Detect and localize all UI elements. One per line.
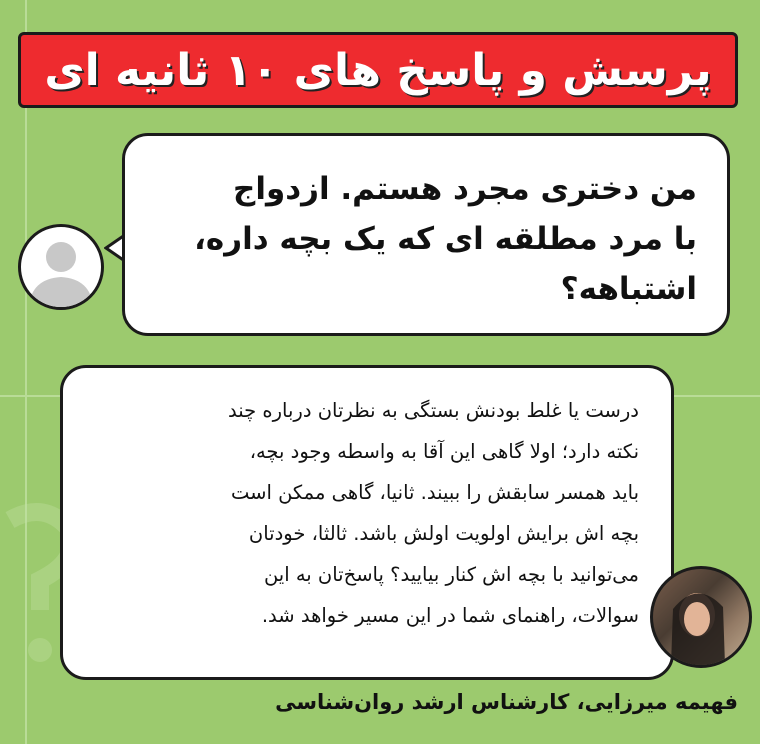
answer-line: نکته دارد؛ اولا گاهی این آقا به واسطه وجود بچه،	[249, 440, 639, 463]
answer-line: می‌توانید با بچه اش کنار بیایید؟ پاسخ‌تان به این	[263, 563, 639, 586]
question-avatar	[18, 224, 104, 310]
question-line: اشتباهه؟	[560, 271, 697, 307]
answer-text	[95, 390, 639, 636]
author-credit: فهیمه میرزایی، کارشناس ارشد روان‌شناسی	[275, 690, 738, 714]
user-silhouette-icon	[21, 227, 101, 307]
question-line: من دختری مجرد هستم. ازدواج	[233, 171, 697, 207]
answer-bubble	[60, 365, 674, 680]
answer-line: باید همسر سابقش را ببیند. ثانیا، گاهی ممکن است	[230, 481, 639, 504]
question-bubble	[122, 133, 730, 336]
question-text	[155, 164, 697, 314]
answer-line: درست یا غلط بودنش بستگی به نظرتان درباره چند	[228, 399, 639, 422]
title-banner	[18, 32, 738, 108]
expert-portrait-icon	[653, 569, 749, 665]
answer-line: سوالات، راهنمای شما در این مسیر خواهد شد.	[261, 604, 639, 627]
question-line: با مرد مطلقه ای که یک بچه داره،	[194, 221, 697, 257]
page-title: پرسش و پاسخ های ۱۰ ثانیه ای	[44, 44, 712, 96]
expert-avatar	[650, 566, 752, 668]
answer-line: بچه اش برایش اولویت اولش باشد. ثالثا، خودتان	[248, 522, 639, 545]
